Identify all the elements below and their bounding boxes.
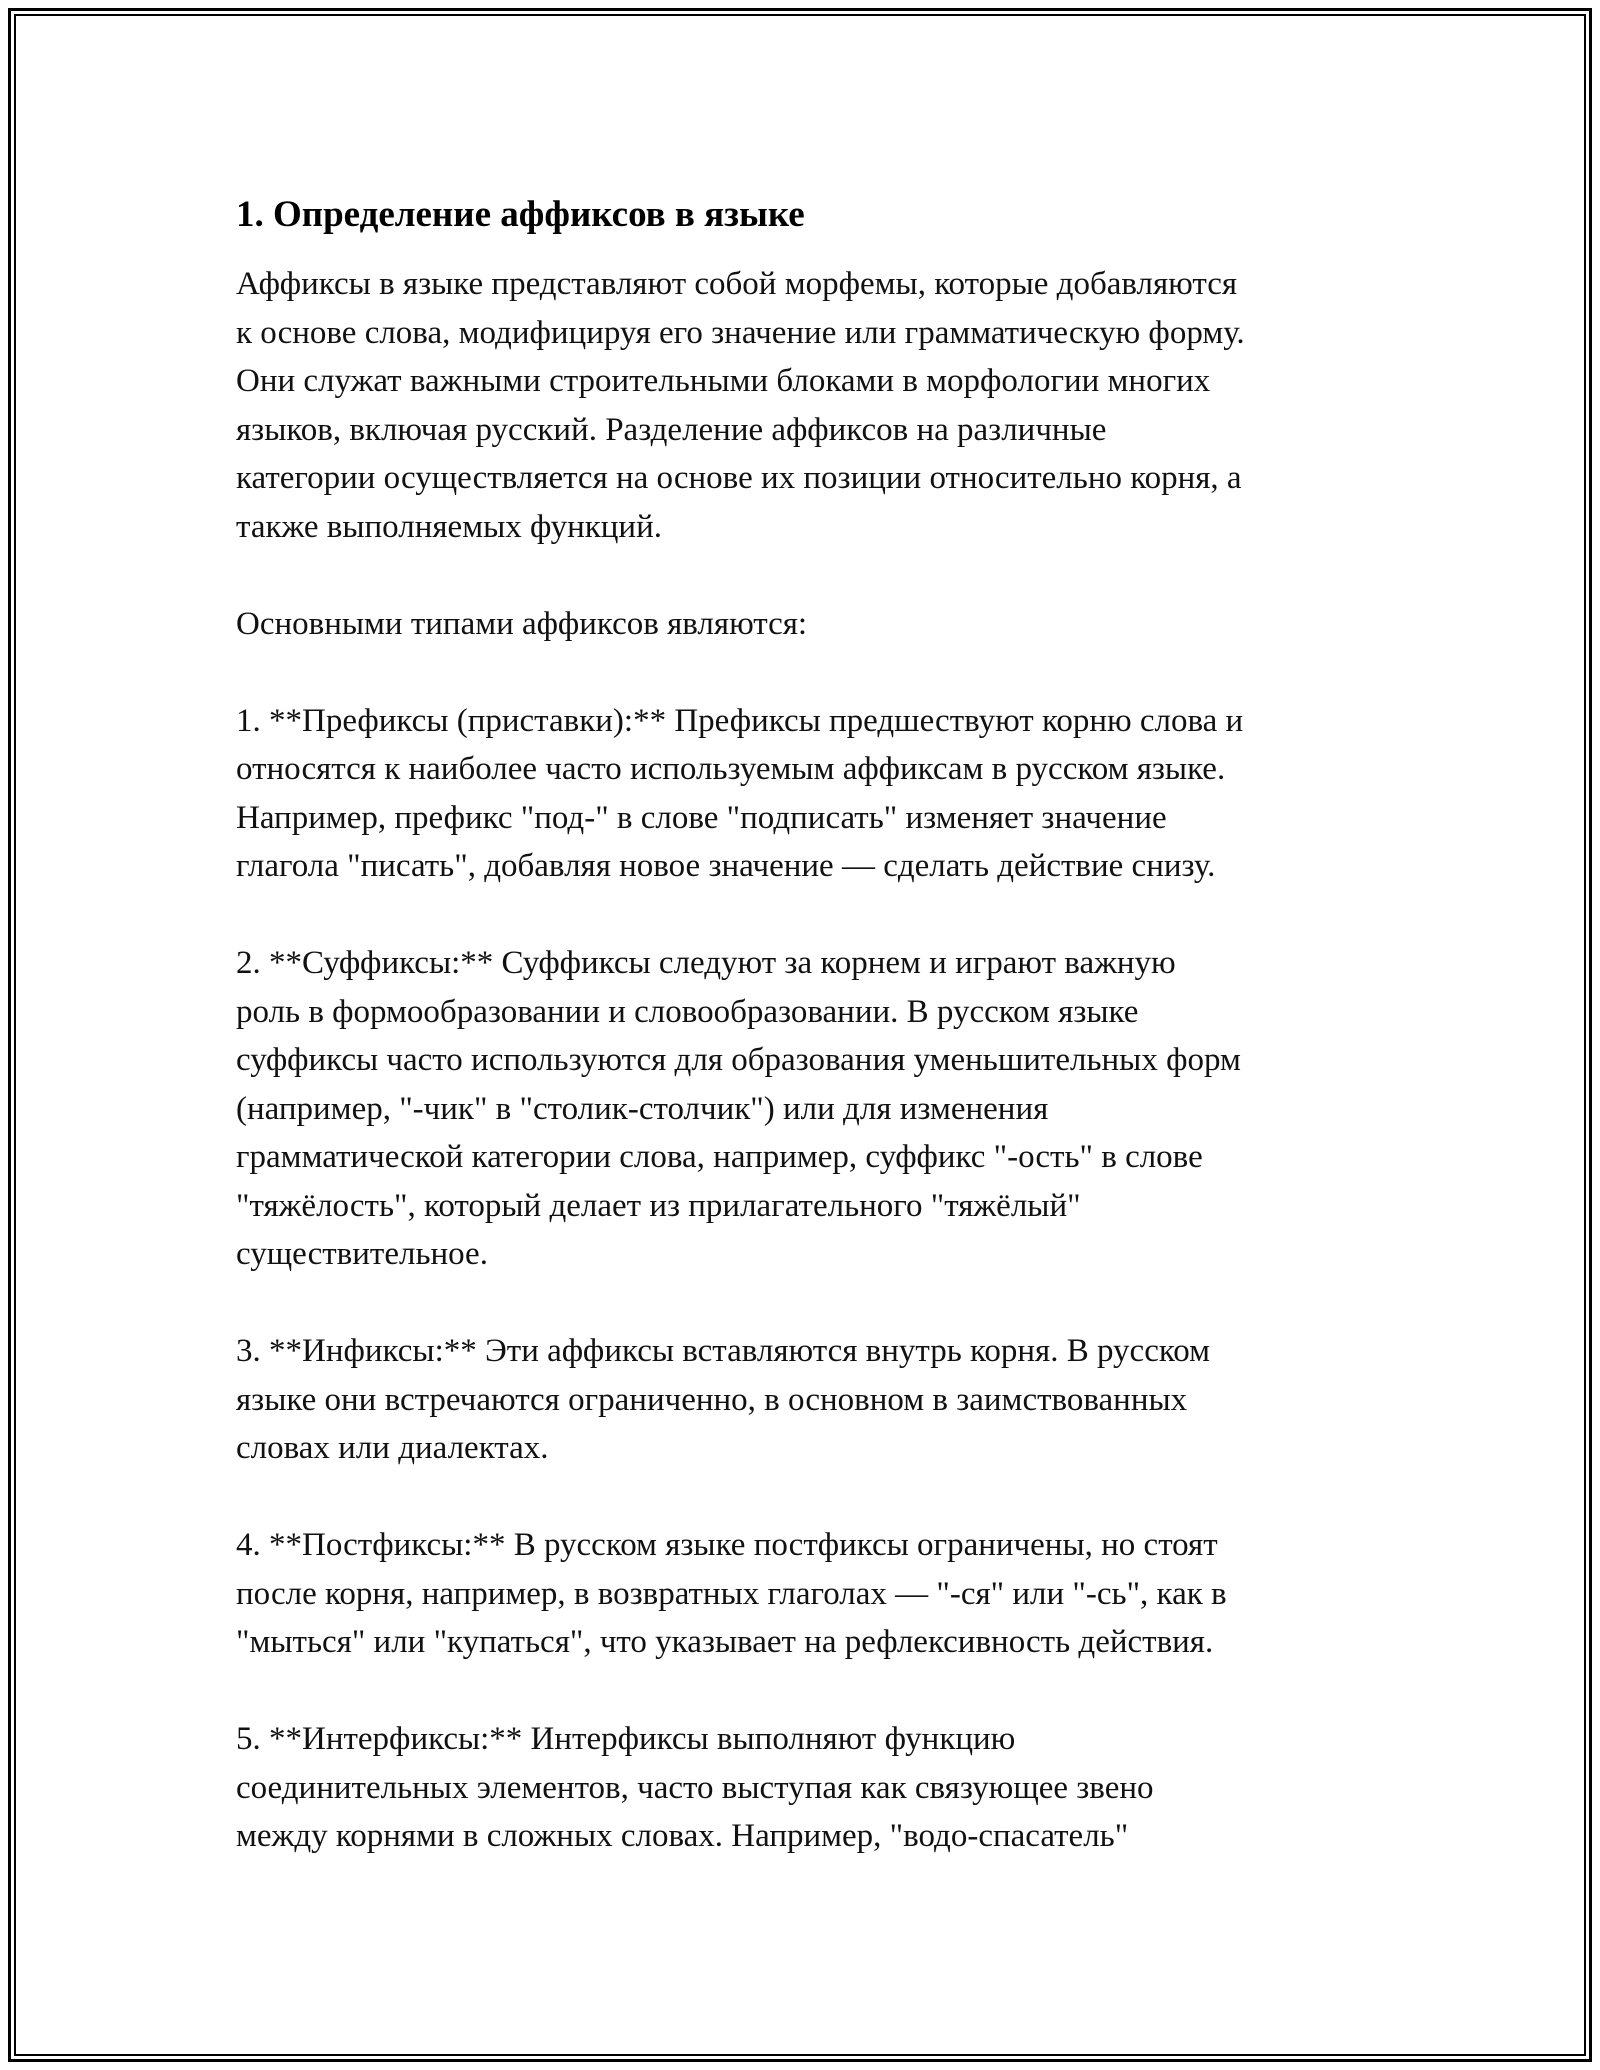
infixes-paragraph: 3. **Инфиксы:** Эти аффиксы вставляются внутрь корня. В русском языке они встречаются ограниченно, в основном в заимствованных словах или диалектах. <box>236 1333 1210 1466</box>
intro-paragraph: Аффиксы в языке представляют собой морфемы, которые добавляются к основе слова, модифицируя его значение или грамматическую форму. Они служат важными строительными блоками в морфологии многих языков, включая русский. Разделение аффиксов на различные категории осуществляется на основе их позиции относительно корня, а также выполняемых функций. <box>236 266 1245 545</box>
suffixes-paragraph: 2. **Суффиксы:** Суффиксы следуют за корнем и играют важную роль в формообразовании и словообразовании. В русском языке суффиксы часто используются для образования уменьшительных форм (например, "-чик" в "столик-столчик") или для изменения грамматической категории слова, например, суффикс "-ость" в слове "тяжёлость", который делает из прилагательного "тяжёлый" существительное. <box>236 945 1241 1272</box>
types-intro-paragraph: Основными типами аффиксов являются: <box>236 605 808 642</box>
interfixes-paragraph: 5. **Интерфиксы:** Интерфиксы выполняют функцию соединительных элементов, часто выступая как связующее звено между корнями в сложных словах. Например, "водо-спасатель" <box>236 1721 1154 1854</box>
section-heading: 1. Определение аффиксов в языке <box>236 194 805 235</box>
prefixes-paragraph: 1. **Префиксы (приставки):** Префиксы предшествуют корню слова и относятся к наиболее часто используемым аффиксам в русском языке. Например, префикс "под-" в слове "подписать" изменяет значение глагола "писать", добавляя новое значение — сделать действие снизу. <box>236 702 1244 884</box>
postfixes-paragraph: 4. **Постфиксы:** В русском языке постфиксы ограничены, но стоят после корня, например, в возвратных глаголах — "-ся" или "-сь", как в "мыться" или "купаться", что указывает на рефлексивность действия. <box>236 1527 1227 1660</box>
document-body <box>236 190 1366 1861</box>
